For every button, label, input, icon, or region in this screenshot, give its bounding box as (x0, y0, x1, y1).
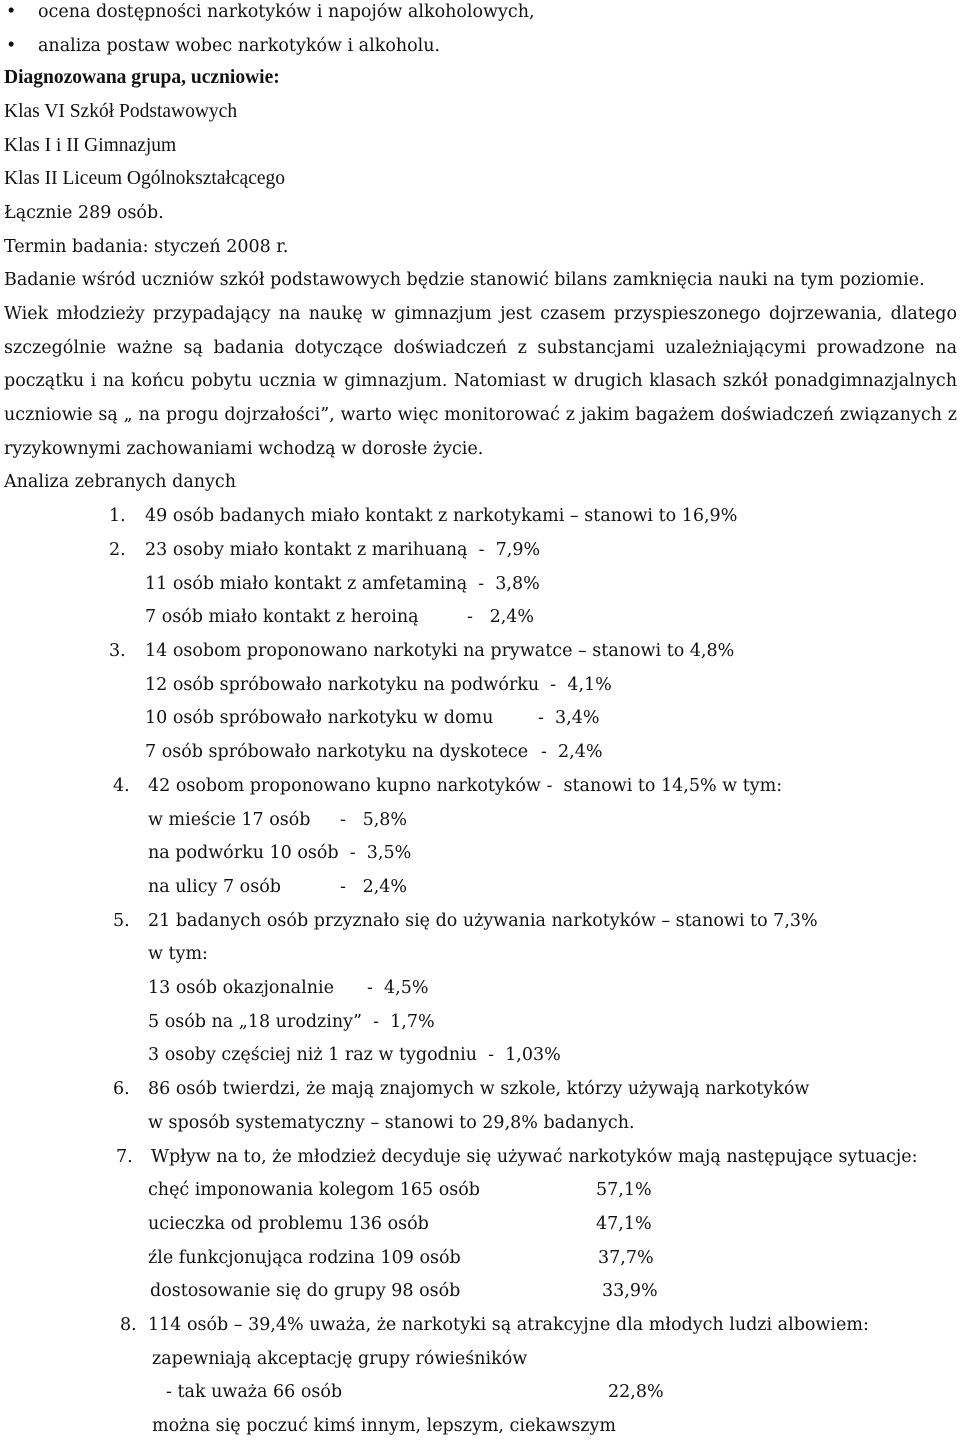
finding-value: - 3,4% (538, 708, 600, 728)
finding-item: 86 osób twierdzi, że mają znajomych w szkole, którzy używają narkotyków (148, 1079, 810, 1099)
finding-value: 37,7% (598, 1248, 654, 1268)
total-count: Łącznie 289 osób. (4, 203, 164, 223)
finding-subitem: 12 osób spróbowało narkotyku na podwórku - 4,1% (145, 675, 612, 695)
finding-subitem: 13 osób okazjonalnie (148, 978, 334, 998)
bullet-text: ocena dostępności narkotyków i napojów alkoholowych, (38, 2, 535, 22)
finding-item: 42 osobom proponowano kupno narkotyków - stanowi to 14,5% w tym: (148, 776, 783, 796)
finding-subitem: 7 osób miało kontakt z heroiną (145, 607, 419, 627)
finding-value: - 2,4% (340, 877, 408, 897)
finding-value: 22,8% (608, 1382, 664, 1402)
paragraph-line: uczniowie są „ na progu dojrzałości”, warto więc monitorować z jakim bagażem doświadczeń związanych z (4, 405, 957, 425)
group-line: Klas VI Szkół Podstawowych (4, 101, 238, 122)
finding-subitem: 7 osób spróbowało narkotyku na dyskotece (145, 742, 529, 762)
finding-value: - 4,5% (367, 978, 429, 998)
finding-subitem: 5 osób na „18 urodziny” - 1,7% (148, 1012, 435, 1032)
finding-subitem: chęć imponowania kolegom 165 osób (148, 1180, 481, 1200)
item-number: 5. (113, 911, 130, 931)
finding-subitem: w mieście 17 osób (148, 810, 311, 830)
item-number: 8. (120, 1315, 137, 1335)
finding-value: 47,1% (596, 1214, 652, 1234)
finding-subitem: w sposób systematyczny – stanowi to 29,8% badanych. (148, 1113, 635, 1133)
bullet-icon: • (6, 2, 17, 22)
group-line: Klas I i II Gimnazjum (4, 135, 177, 156)
finding-subitem: - tak uważa 66 osób (166, 1382, 343, 1402)
paragraph-line: początku i na końcu pobytu ucznia w gimnazjum. Natomiast w drugich klasach szkół ponadgimnazjalnych (4, 371, 957, 391)
finding-item: 21 badanych osób przyznało się do używania narkotyków – stanowi to 7,3% (148, 911, 818, 931)
group-line: Klas II Liceum Ogólnokształcącego (4, 168, 286, 189)
finding-value: - 5,8% (340, 810, 408, 830)
finding-value: 33,9% (602, 1281, 658, 1301)
bullet-text: analiza postaw wobec narkotyków i alkoholu. (38, 36, 441, 56)
analysis-heading: Analiza zebranych danych (4, 472, 236, 492)
study-date: Termin badania: styczeń 2008 r. (4, 237, 289, 257)
finding-subitem: źle funkcjonująca rodzina 109 osób (148, 1248, 461, 1268)
finding-subitem: na ulicy 7 osób (148, 877, 281, 897)
finding-item: Wpływ na to, że młodzież decyduje się używać narkotyków mają następujące sytuacje: (151, 1147, 918, 1167)
finding-value: - 2,4% (541, 742, 603, 762)
finding-value: 57,1% (596, 1180, 652, 1200)
finding-subitem: ucieczka od problemu 136 osób (148, 1214, 429, 1234)
finding-value: - 2,4% (467, 607, 535, 627)
finding-item: 23 osoby miało kontakt z marihuaną - 7,9% (145, 540, 541, 560)
item-number: 3. (109, 641, 126, 661)
finding-subitem: zapewniają akceptację grupy rówieśników (152, 1349, 528, 1369)
finding-subitem: w tym: (148, 944, 208, 964)
paragraph-line: Wiek młodzieży przypadający na naukę w gimnazjum jest czasem przyspieszonego dojrzewania, dlatego (4, 304, 957, 324)
finding-subitem: 11 osób miało kontakt z amfetaminą - 3,8% (145, 574, 540, 594)
paragraph-line: szczególnie ważne są badania dotyczące doświadczeń z substancjami uzależniającymi prowadzone na (4, 338, 957, 358)
finding-subitem: 3 osoby częściej niż 1 raz w tygodniu - 1,03% (148, 1045, 561, 1065)
finding-item: 114 osób – 39,4% uważa, że narkotyki są atrakcyjne dla młodych ludzi albowiem: (148, 1315, 869, 1335)
item-number: 7. (116, 1147, 133, 1167)
bullet-icon: • (6, 36, 17, 56)
item-number: 2. (109, 540, 126, 560)
finding-subitem: można się poczuć kimś innym, lepszym, ciekawszym (152, 1416, 617, 1436)
paragraph-line: ryzykownymi zachowaniami wchodzą w dorosłe życie. (4, 439, 484, 459)
study-note: Badanie wśród uczniów szkół podstawowych będzie stanowić bilans zamknięcia nauki na tym poziomie. (4, 270, 925, 290)
finding-subitem: na podwórku 10 osób - 3,5% (148, 843, 412, 863)
item-number: 1. (109, 506, 126, 526)
finding-subitem: dostosowanie się do grupy 98 osób (150, 1281, 461, 1301)
finding-item: 49 osób badanych miało kontakt z narkotykami – stanowi to 16,9% (145, 506, 738, 526)
item-number: 4. (113, 776, 130, 796)
item-number: 6. (113, 1079, 130, 1099)
group-heading: Diagnozowana grupa, uczniowie: (4, 67, 280, 88)
finding-item: 14 osobom proponowano narkotyki na prywatce – stanowi to 4,8% (145, 641, 735, 661)
finding-subitem: 10 osób spróbowało narkotyku w domu (145, 708, 494, 728)
